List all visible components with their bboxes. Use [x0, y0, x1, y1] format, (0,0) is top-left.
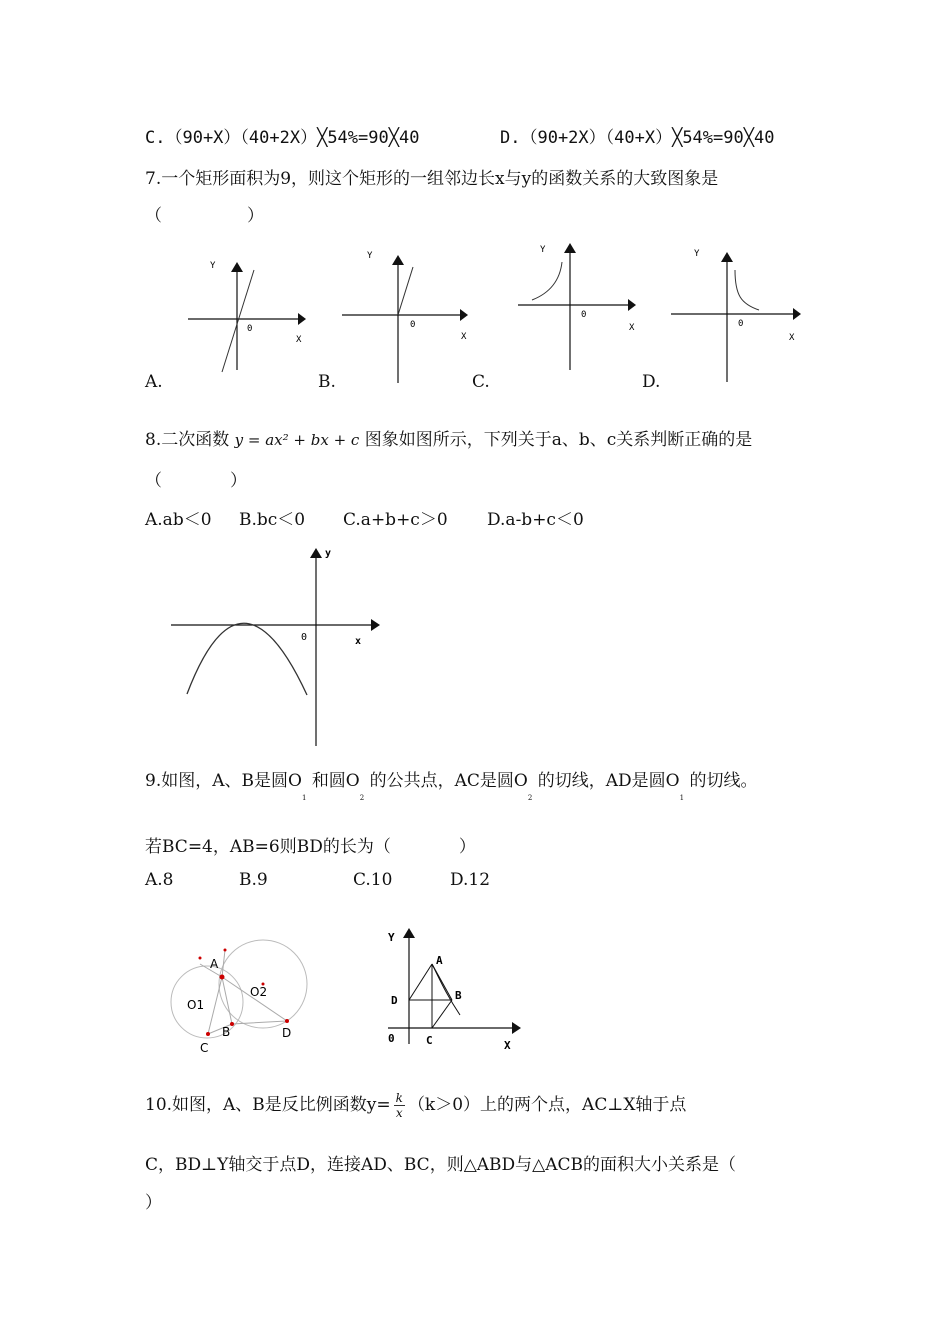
q7-graph-c — [510, 235, 650, 375]
q9-fig2-label-a: A — [436, 954, 443, 967]
q9-stem-part-1: 9.如图，A、B是圆O — [145, 771, 302, 791]
q8-option-d: D.a-b+c＜0 — [487, 510, 584, 530]
q9-stem-part-5: 的切线。 — [689, 771, 758, 791]
q10-fraction — [394, 1091, 405, 1120]
q9-fig1-label-a: A — [210, 957, 219, 971]
q6-option-c: C.（90+X）（40+2X）╳54%=90╳40 — [145, 128, 420, 148]
q7-label-d: D. — [642, 372, 661, 392]
q8-option-b: B.bc＜0 — [239, 510, 306, 530]
q9-fig1-label-o1: O1 — [187, 998, 205, 1012]
q10-line-2: C，BD⊥Y轴交于点D，连接AD、BC，则△ABD与△ACB的面积大小关系是（ — [145, 1155, 737, 1175]
q9-option-a: A.8 — [145, 870, 174, 890]
q7a-x-label: X — [296, 335, 302, 345]
q8-option-c: C.a+b+c＞0 — [343, 510, 448, 530]
q8-x-label: x — [355, 636, 362, 647]
q10-line-3: ） — [145, 1193, 162, 1213]
q7c-origin: 0 — [581, 310, 587, 320]
q7d-origin: 0 — [738, 319, 744, 329]
q9-fig2-label-d: D — [391, 994, 398, 1007]
q7a-y-label: Y — [210, 261, 216, 271]
q7-graph-b — [330, 245, 480, 390]
q7b-y-label: Y — [367, 251, 373, 261]
q8-origin: 0 — [301, 632, 308, 643]
q7-graph-d — [665, 240, 815, 385]
q7-stem: 7.一个矩形面积为9，则这个矩形的一组邻边长x与y的函数关系的大致图象是 — [145, 169, 719, 189]
q9-stem-part-3: 的公共点，AC是圆O — [369, 771, 528, 791]
q9-option-b: B.9 — [239, 870, 268, 890]
q9-fig2-label-origin: 0 — [388, 1032, 395, 1045]
q9-stem-2: 若BC=4，AB=6则BD的长为（ ） — [145, 837, 476, 857]
q8-parabola-graph — [165, 540, 395, 750]
q9-sub-3: 2 — [527, 794, 533, 802]
q8-y-label: y — [325, 548, 332, 559]
q7d-x-label: X — [789, 333, 795, 343]
q9-sub-2: 2 — [359, 794, 365, 802]
q10-stem-after: （k＞0）上的两个点，AC⊥X轴于点 — [407, 1095, 687, 1115]
q7-label-a: A. — [145, 372, 163, 392]
q9-stem-part-4: 的切线，AD是圆O — [537, 771, 680, 791]
q7d-y-label: Y — [694, 249, 700, 259]
q9-fig1-label-d: D — [282, 1026, 292, 1040]
q7-label-c: C. — [472, 372, 490, 392]
q7c-y-label: Y — [540, 245, 546, 255]
q10-frac-den: x — [395, 1106, 403, 1120]
q9-circles-figure — [165, 930, 325, 1060]
q6-option-d: D.（90+2X）（40+X）╳54%=90╳40 — [500, 128, 775, 148]
q7c-x-label: X — [629, 323, 635, 333]
q9-fig2-label-b: B — [455, 989, 462, 1002]
q8-option-a: A.ab＜0 — [145, 510, 212, 530]
q9-fig2-label-y: Y — [388, 931, 395, 944]
q8-stem — [145, 425, 752, 450]
q8-stem-before: 8.二次函数 — [145, 430, 230, 450]
q9-option-d: D.12 — [450, 870, 491, 890]
q9-sub-1: 1 — [301, 794, 307, 802]
q9-stem — [145, 766, 758, 802]
q10-frac-num: k — [395, 1091, 403, 1105]
q8-formula: y = ax² + bx + c — [234, 431, 360, 449]
q9-option-c: C.10 — [353, 870, 393, 890]
q9-fig2-label-x: X — [504, 1039, 511, 1052]
q10-stem — [145, 1090, 686, 1120]
q9-fig1-label-b: B — [222, 1025, 231, 1039]
q8-paren: （ ） — [145, 471, 247, 491]
q10-stem-before: 10.如图，A、B是反比例函数y= — [145, 1095, 391, 1115]
q7-graph-a — [140, 250, 310, 400]
q9-fig1-label-o2: O2 — [250, 985, 268, 999]
q7b-x-label: X — [461, 332, 467, 342]
q7-paren: （ ） — [145, 206, 264, 226]
q7-label-b: B. — [318, 372, 336, 392]
q7a-origin: 0 — [247, 324, 253, 334]
q9-fig2-label-c: C — [426, 1034, 433, 1047]
q9-axes-figure — [380, 920, 530, 1055]
q9-stem-part-2: 和圆O — [311, 771, 360, 791]
q8-stem-after: 图象如图所示，下列关于a、b、c关系判断正确的是 — [364, 430, 753, 450]
q9-sub-4: 1 — [679, 794, 685, 802]
q7b-origin: 0 — [410, 320, 416, 330]
q9-fig1-label-c: C — [200, 1041, 209, 1055]
